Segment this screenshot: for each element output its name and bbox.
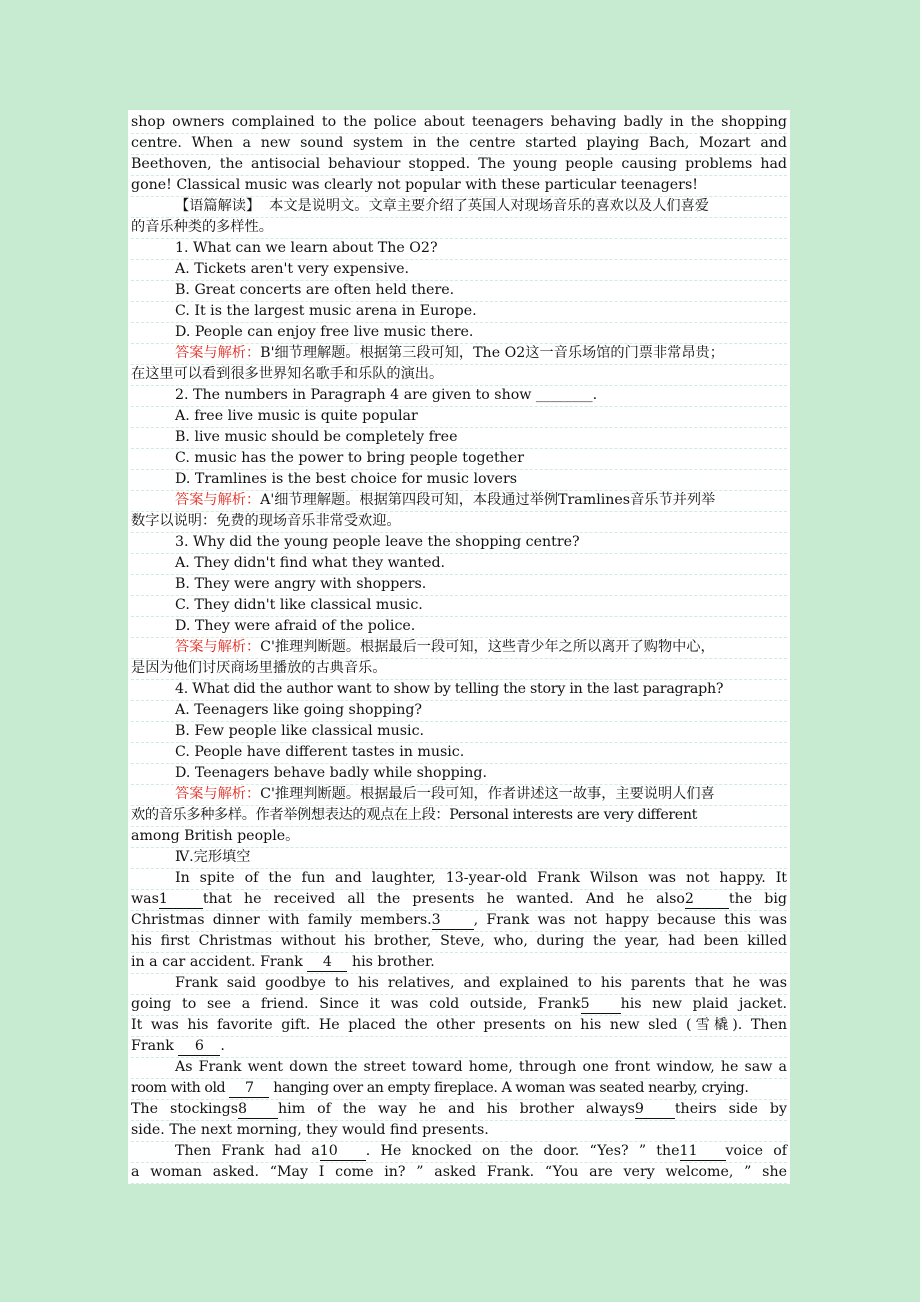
blank-8: 8 (238, 1100, 278, 1119)
question-stem: 3. Why did the young people leave the shopping centre? (131, 532, 787, 554)
cloze-text: in a car accident. Frank (131, 954, 303, 970)
option: C. It is the largest music arena in Europe. (131, 301, 787, 323)
answer-cont: 在这里可以看到很多世界知名歌手和乐队的演出。 (131, 364, 787, 386)
option: C. music has the power to bring people together (131, 448, 787, 470)
cloze-text: was (131, 891, 159, 907)
cloze-text: voice of (725, 1143, 788, 1159)
question-stem: 4. What did the author want to show by telling the story in the last paragraph? (131, 679, 787, 701)
answer-label: 答案与解析： (175, 786, 261, 802)
cloze-line (131, 1099, 787, 1121)
section-title: Ⅳ.完形填空 (131, 847, 787, 869)
reading-note-label: 【语篇解读】 (175, 198, 261, 214)
option: B. Few people like classical music. (131, 721, 787, 743)
cloze-text: the big (728, 891, 787, 907)
option: A. Tickets aren't very expensive. (131, 259, 787, 281)
blank-4: 4 (307, 953, 347, 972)
answer-text: C'推理判断题。根据最后一段可知，这些青少年之所以离开了购物中心， (260, 639, 715, 655)
cloze-text: , Frank was not happy because this was (473, 912, 787, 928)
cloze-line (131, 910, 787, 932)
document-page (128, 110, 790, 1184)
cloze-line (131, 1036, 787, 1058)
option: A. free live music is quite popular (131, 406, 787, 428)
answer-text: A'细节理解题。根据第四段可知，本段通过举例Tramlines音乐节并列举 (260, 492, 716, 508)
reading-note (131, 196, 787, 218)
cloze-text: theirs side by (674, 1101, 787, 1117)
answer (131, 343, 787, 365)
passage-line: gone! Classical music was clearly not popular with these particular teenagers! (131, 175, 787, 197)
cloze-line: It was his favorite gift. He placed the other presents on his new sled (雪橇). Then (131, 1015, 787, 1037)
answer-text: B'细节理解题。根据第三段可知，The O2这一音乐场馆的门票非常昂贵； (260, 345, 724, 361)
cloze-text: Frank (131, 1038, 174, 1054)
blank-3: 3 (432, 911, 474, 930)
cloze-text: going to see a friend. Since it was cold outside, Frank (131, 996, 581, 1012)
cloze-line (131, 1141, 787, 1163)
reading-note-cont: 的音乐种类的多样性。 (131, 217, 787, 239)
cloze-text: that he received all the presents he wanted. And he also (202, 891, 685, 907)
cloze-line (131, 994, 787, 1016)
cloze-text: hanging over an empty fireplace. A woman was seated nearby, crying. (273, 1080, 749, 1096)
blank-6: 6 (178, 1037, 220, 1056)
answer (131, 784, 787, 806)
cloze-text: Christmas dinner with family members. (131, 912, 432, 928)
cloze-text: his brother. (351, 954, 435, 970)
option: C. They didn't like classical music. (131, 595, 787, 617)
option: B. Great concerts are often held there. (131, 280, 787, 302)
blank-7: 7 (229, 1079, 269, 1098)
answer-text: C'推理判断题。根据最后一段可知，作者讲述这一故事，主要说明人们喜 (260, 786, 715, 802)
answer (131, 637, 787, 659)
answer-cont: 欢的音乐多种多样。作者举例想表达的观点在上段：Personal interests are very different (131, 805, 787, 827)
cloze-line (131, 952, 787, 974)
option: D. They were afraid of the police. (131, 616, 787, 638)
cloze-text: The stockings (131, 1101, 239, 1117)
answer-label: 答案与解析： (175, 492, 261, 508)
cloze-text: . (220, 1038, 225, 1054)
cloze-line (131, 889, 787, 911)
option: D. Teenagers behave badly while shopping. (131, 763, 787, 785)
passage-line: Beethoven, the antisocial behaviour stopped. The young people causing problems had (131, 154, 787, 176)
option: A. Teenagers like going shopping? (131, 700, 787, 722)
blank-5: 5 (581, 995, 621, 1014)
reading-note-text: 本文是说明文。文章主要介绍了英国人对现场音乐的喜欢以及人们喜爱 (269, 198, 709, 214)
cloze-line: a woman asked. “May I come in? ” asked Frank. “You are very welcome, ” she (131, 1162, 787, 1184)
cloze-text: . He knocked on the door. “Yes? ” the (365, 1143, 680, 1159)
option: D. People can enjoy free live music there. (131, 322, 787, 344)
blank-10: 10 (320, 1142, 366, 1161)
cloze-line: In spite of the fun and laughter, 13-year-old Frank Wilson was not happy. It (131, 868, 787, 890)
answer-cont: among British people。 (131, 826, 787, 848)
option: B. They were angry with shoppers. (131, 574, 787, 596)
answer-label: 答案与解析： (175, 639, 261, 655)
passage-line: centre. When a new sound system in the centre started playing Bach, Mozart and (131, 133, 787, 155)
answer-cont: 是因为他们讨厌商场里播放的古典音乐。 (131, 658, 787, 680)
cloze-line: his first Christmas without his brother, Steve, who, during the year, had been killed (131, 931, 787, 953)
answer-cont: 数字以说明：免费的现场音乐非常受欢迎。 (131, 511, 787, 533)
blank-1: 1 (159, 890, 203, 909)
cloze-line: Frank said goodbye to his relatives, and explained to his parents that he was (131, 973, 787, 995)
cloze-line: As Frank went down the street toward home, through one front window, he saw a (131, 1057, 787, 1079)
answer-label: 答案与解析： (175, 345, 261, 361)
blank-9: 9 (635, 1100, 675, 1119)
cloze-line: side. The next morning, they would find presents. (131, 1120, 787, 1142)
question-stem: 2. The numbers in Paragraph 4 are given to show ________. (131, 385, 787, 407)
option: D. Tramlines is the best choice for music lovers (131, 469, 787, 491)
cloze-text: him of the way he and his brother always (278, 1101, 635, 1117)
option: B. live music should be completely free (131, 427, 787, 449)
blank-2: 2 (685, 890, 729, 909)
option: C. People have different tastes in music. (131, 742, 787, 764)
option: A. They didn't find what they wanted. (131, 553, 787, 575)
cloze-text: Then Frank had a (175, 1143, 320, 1159)
passage-line: shop owners complained to the police about teenagers behaving badly in the shopping (131, 112, 787, 134)
cloze-line (131, 1078, 787, 1100)
cloze-text: room with old (131, 1080, 226, 1096)
cloze-text: his new plaid jacket. (620, 996, 788, 1012)
question-stem: 1. What can we learn about The O2? (131, 238, 787, 260)
answer (131, 490, 787, 512)
blank-11: 11 (680, 1142, 726, 1161)
